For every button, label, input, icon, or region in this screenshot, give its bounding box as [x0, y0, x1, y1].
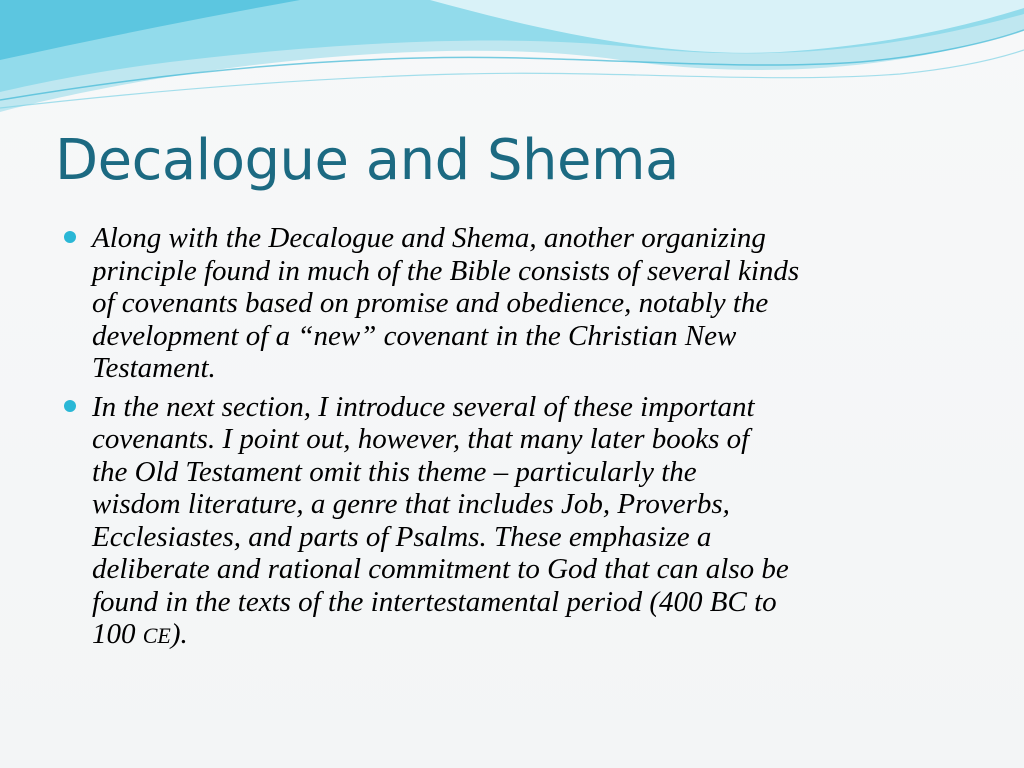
bullet-list	[64, 222, 974, 659]
header-wave-decoration	[0, 0, 1024, 130]
bullet-line: In the next section, I introduce several of these important	[92, 390, 755, 423]
slide-title: Decalogue and Shema	[55, 128, 679, 193]
bullet-line: the Old Testament omit this theme – particularly the	[92, 455, 697, 488]
last-line-caps: CE	[142, 623, 171, 648]
bullet-item	[64, 222, 974, 385]
bullet-item	[64, 391, 974, 653]
last-line-prefix: 100	[92, 618, 143, 650]
bullet-line: Testament.	[92, 352, 216, 384]
bullet-line: covenants. I point out, however, that many later books of	[92, 423, 750, 455]
bullet-line: found in the texts of the intertestamental period (400 BC to	[92, 585, 777, 618]
bullet-dot-icon	[64, 400, 76, 412]
bullet-line: deliberate and rational commitment to God that can also be	[92, 553, 789, 585]
bullet-last-line	[92, 618, 974, 653]
bullet-dot-icon	[64, 231, 76, 243]
bullet-line: Along with the Decalogue and Shema, another organizing	[92, 222, 766, 254]
last-line-suffix: ).	[170, 618, 188, 650]
bullet-line: Ecclesiastes, and parts of Psalms. These emphasize a	[92, 520, 712, 553]
bullet-line: wisdom literature, a genre that includes Job, Proverbs,	[92, 488, 730, 520]
bullet-line: development of a “new” covenant in the Christian New	[92, 319, 737, 352]
bullet-line: of covenants based on promise and obedience, notably the	[92, 287, 769, 319]
bullet-line: principle found in much of the Bible consists of several kinds	[92, 254, 800, 287]
